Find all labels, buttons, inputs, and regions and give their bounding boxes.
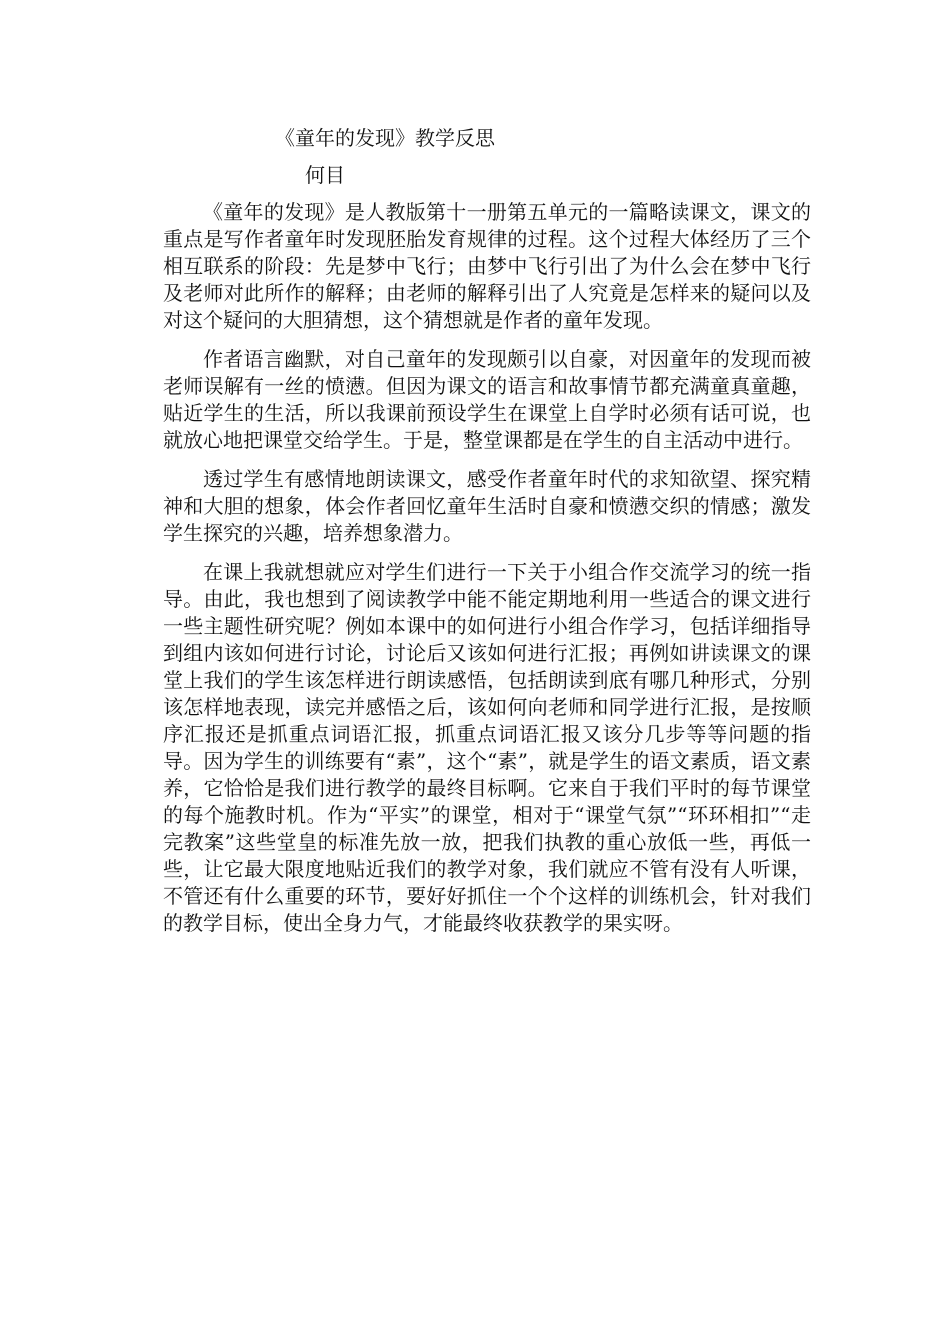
paragraph: 在课上我就想就应对学生们进行一下关于小组合作交流学习的统一指导。由此，我也想到了阅读教学中能不能定期地利用一些适合的课文进行一些主题性研究呢？例如本课中的如何进行小组合作学习，包括详细指导到组内该如何进行讨论，讨论后又该如何进行汇报；再例如讲读课文的课堂上我们的学生该怎样进行朗读感悟，包括朗读到底有哪几种形式，分别该怎样地表现，读完并感悟之后，该如何向老师和同学进行汇报，是按顺序汇报还是抓重点词语汇报，抓重点词语汇报又该分几步等等问题的指导。因为学生的训练要有“素”，这个“素”，就是学生的语文素质，语文素养，它恰恰是我们进行教学的最终目标啊。它来自于我们平时的每节课堂的每个施教时机。作为“平实”的课堂，相对于“课堂气氛”“环环相扣”“走完教案”这些堂皇的标准先放一放，把我们执教的重心放低一些，再低一些，让它最大限度地贴近我们的教学对象，我们就应不管有没有人听课，不管还有什么重要的环节，要好好抓住一个个这样的训练机会，针对我们的教学目标，使出全身力气，才能最终收获教学的果实呀。	[163, 560, 811, 935]
paragraph: 透过学生有感情地朗读课文，感受作者童年时代的求知欲望、探究精神和大胆的想象，体会作者回忆童年生活时自豪和愤懑交织的情感；激发学生探究的兴趣，培养想象潜力。	[163, 467, 811, 545]
paragraph: 《童年的发现》是人教版第十一册第五单元的一篇略读课文，课文的重点是写作者童年时发现胚胎发育规律的过程。这个过程大体经历了三个相互联系的阶段：先是梦中飞行；由梦中飞行引出了为什么会在梦中飞行及老师对此所作的解释；由老师的解释引出了人究竟是怎样来的疑问以及对这个疑问的大胆猜想，这个猜想就是作者的童年发现。	[163, 200, 811, 332]
paragraph: 作者语言幽默，对自己童年的发现颇引以自豪，对因童年的发现而被老师误解有一丝的愤懑。但因为课文的语言和故事情节都充满童真童趣，贴近学生的生活，所以我课前预设学生在课堂上自学时必须有话可说，也就放心地把课堂交给学生。于是，整堂课都是在学生的自主活动中进行。	[163, 347, 811, 452]
document-body	[163, 199, 811, 949]
document-author: 何目	[305, 163, 345, 187]
document-title: 《童年的发现》教学反思	[275, 126, 495, 150]
